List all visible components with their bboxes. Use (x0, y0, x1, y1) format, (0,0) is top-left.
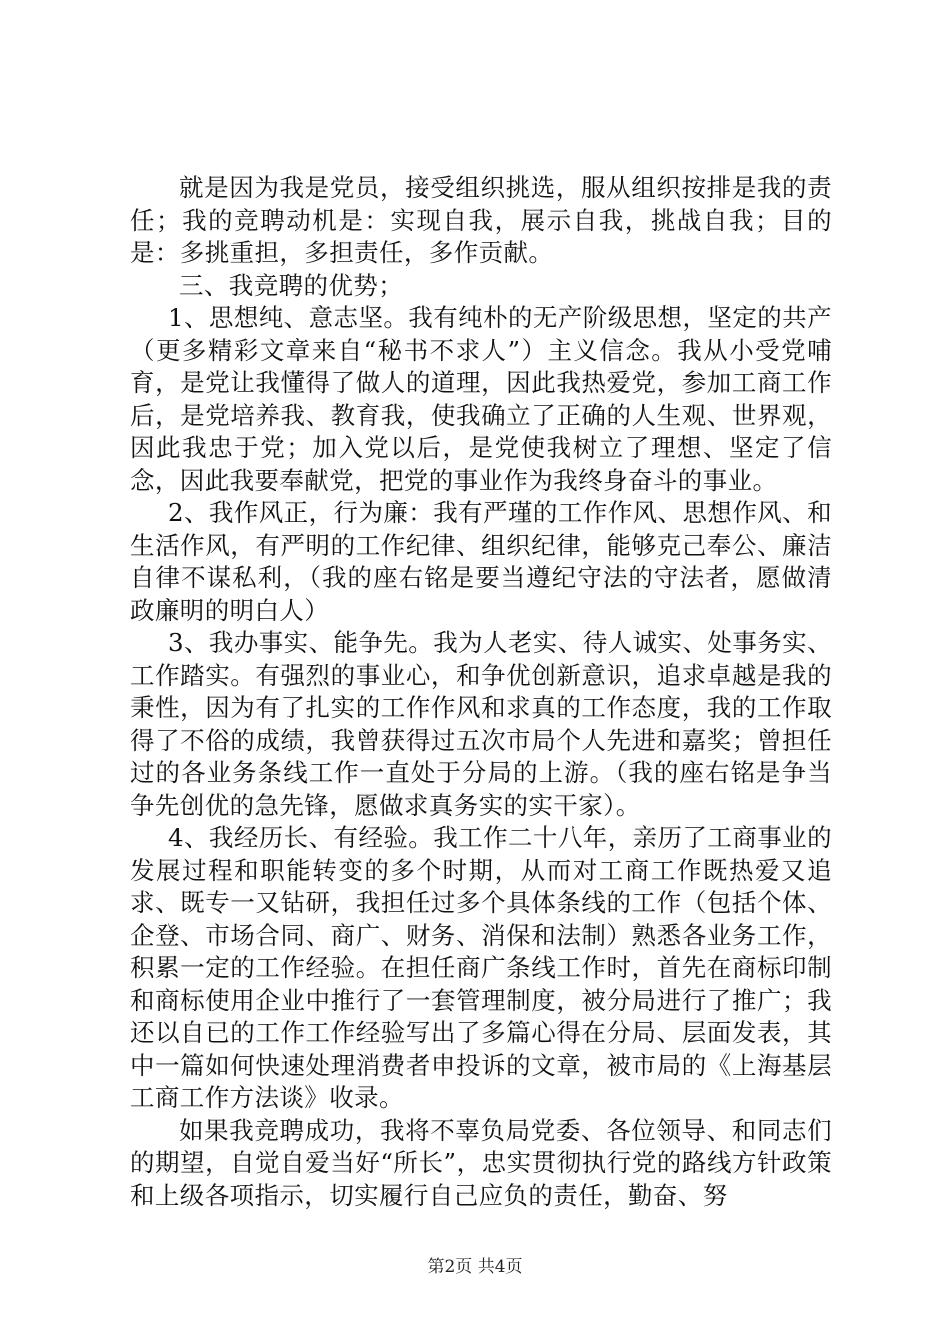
paragraph-advantage-1: 1、思想纯、意志坚。我有纯朴的无产阶级思想，坚定的共产（更多精彩文章来自“秘书不求人”）主义信念。我从小受党哺育，是党让我懂得了做人的道理，因此我热爱党，参加工商工作后，是党培养我、教育我，使我确立了正确的人生观、世界观，因此我忠于党；加入党以后，是党使我树立了理想、坚定了信念，因此我要奉献党，把党的事业作为我终身奋斗的事业。 (130, 303, 832, 495)
document-body (130, 172, 832, 1212)
paragraph-commitment: 如果我竞聘成功，我将不辜负局党委、各位领导、和同志们的期望，自觉自爱当好“所长”，忠实贯彻执行党的路线方针政策和上级各项指示，切实履行自己应负的责任，勤奋、努 (130, 1115, 832, 1210)
paragraph-advantage-4: 4、我经历长、有经验。我工作二十八年，亲历了工商事业的发展过程和职能转变的多个时期，从而对工商工作既热爱又追求、既专一又钻研，我担任过多个具体条线的工作（包括个体、企登、市场合同、商广、财务、消保和法制）熟悉各业务工作，积累一定的工作经验。在担任商广条线工作时，首先在商标印制和商标使用企业中推行了一套管理制度，被分局进行了推广；我还以自已的工作工作经验写出了多篇心得在分局、层面发表，其中一篇如何快速处理消费者申投诉的文章，被市局的《上海基层工商工作方法谈》收录。 (130, 823, 832, 1112)
page-footer: 第2页 共4页 (427, 1257, 523, 1277)
paragraph-advantage-2: 2、我作风正，行为廉：我有严瑾的工作作风、思想作风、和生活作风，有严明的工作纪律、组织纪律，能够克己奉公、廉洁自律不谋私利，（我的座右铭是要当遵纪守法的守法者，愿做清政廉明的明白人） (130, 498, 832, 625)
section-heading-advantages: 三、我竞聘的优势； (179, 270, 404, 300)
paragraph-advantage-3: 3、我办事实、能争先。我为人老实、待人诚实、处事务实、工作踏实。有强烈的事业心，和争优创新意识，追求卓越是我的秉性，因为有了扎实的工作作风和求真的工作态度，我的工作取得了不俗的成绩，我曾获得过五次市局个人先进和嘉奖；曾担任过的各业务条线工作一直处于分局的上游。（我的座右铭是争当争先创优的急先锋，愿做求真务实的实干家）。 (130, 628, 832, 820)
paragraph-continuation: 就是因为我是党员，接受组织挑选，服从组织按排是我的责任；我的竞聘动机是：实现自我，展示自我，挑战自我；目的是：多挑重担，多担责任，多作贡献。 (130, 173, 832, 267)
